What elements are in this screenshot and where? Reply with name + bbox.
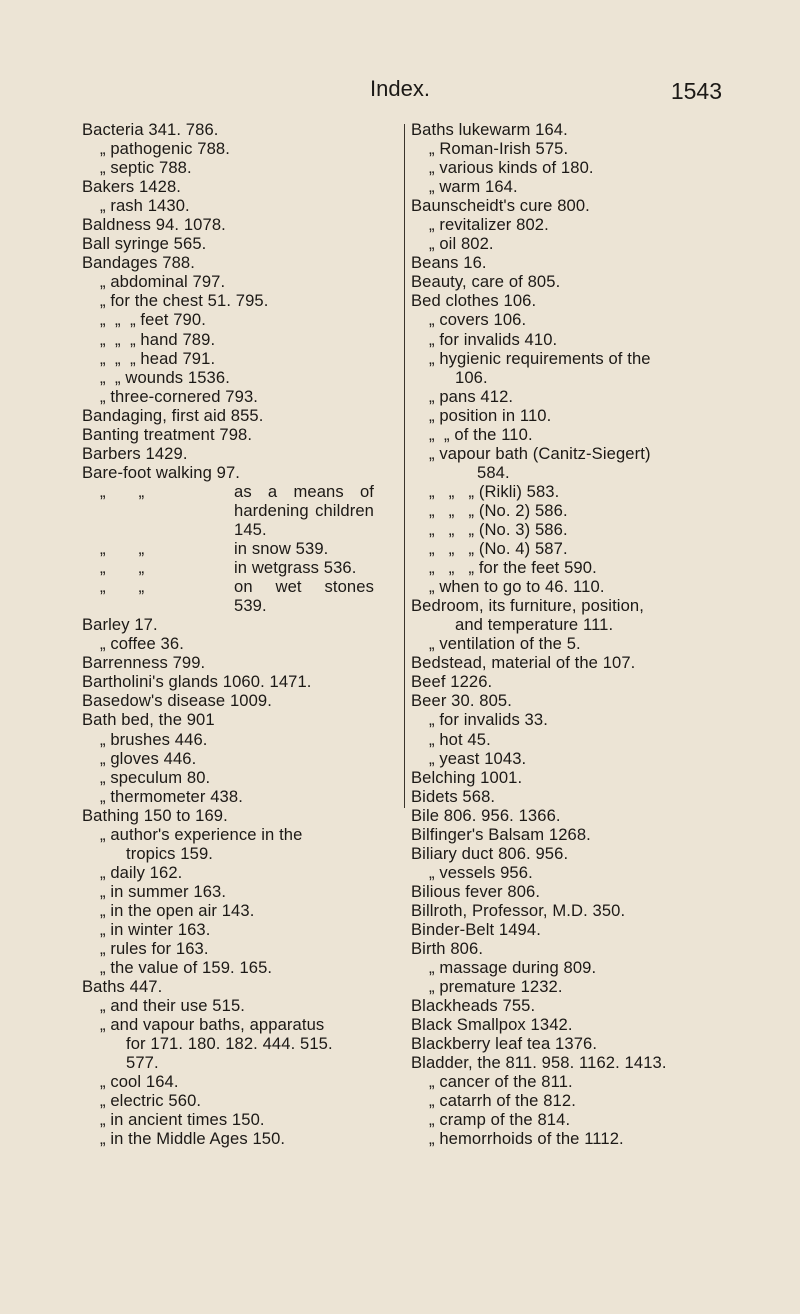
index-entry: „ „ „ (No. 2) 586. bbox=[429, 500, 568, 520]
index-entry: „ in ancient times 150. bbox=[100, 1110, 265, 1130]
index-subentry bbox=[82, 577, 402, 615]
index-entry: Bartholini's glands 1060. 1471. bbox=[82, 672, 312, 692]
index-entry: Banting treatment 798. bbox=[82, 424, 253, 444]
index-entry: „ cramp of the 814. bbox=[429, 1110, 571, 1130]
index-entry: „ in the open air 143. bbox=[100, 900, 255, 920]
index-entry: Bed clothes 106. bbox=[411, 291, 537, 311]
index-entry: „ „ wounds 1536. bbox=[100, 367, 230, 387]
ditto-marks: „ „ bbox=[100, 558, 145, 578]
index-entry: Beauty, care of 805. bbox=[411, 272, 561, 292]
index-entry: „ warm 164. bbox=[429, 177, 518, 197]
subentry-text: as a means of hardening children 145. bbox=[234, 481, 374, 539]
index-entry: „ when to go to 46. 110. bbox=[429, 577, 605, 597]
index-entry: „ cancer of the 811. bbox=[429, 1072, 573, 1092]
index-column-left bbox=[82, 120, 402, 1149]
subentry-text: in snow 539. bbox=[234, 539, 329, 559]
index-entry: „ „ „ hand 789. bbox=[100, 329, 216, 349]
index-entry: „ thermometer 438. bbox=[100, 786, 243, 806]
index-entry: „ premature 1232. bbox=[429, 977, 563, 997]
index-entry: „ Roman-Irish 575. bbox=[429, 139, 569, 159]
page-number: 1543 bbox=[670, 78, 722, 104]
index-entry: „ pathogenic 788. bbox=[100, 139, 230, 159]
index-entry: „ coffee 36. bbox=[100, 634, 184, 654]
page-header bbox=[0, 76, 800, 110]
index-entry: „ „ „ head 791. bbox=[100, 348, 216, 368]
index-entry: „ „ of the 110. bbox=[429, 424, 533, 444]
index-entry: Basedow's disease 1009. bbox=[82, 691, 272, 711]
index-entry: „ in summer 163. bbox=[100, 881, 227, 901]
index-entry: „ „ „ feet 790. bbox=[100, 310, 206, 330]
index-entry: „ „ „ for the feet 590. bbox=[429, 558, 597, 578]
index-entry: „ speculum 80. bbox=[100, 767, 211, 787]
index-column-right bbox=[411, 120, 731, 1149]
index-entry: „ catarrh of the 812. bbox=[429, 1091, 576, 1111]
index-entry: 577. bbox=[126, 1053, 159, 1073]
index-entry: „ abdominal 797. bbox=[100, 272, 226, 292]
index-entry: Bilfinger's Balsam 1268. bbox=[411, 824, 591, 844]
index-subentry bbox=[82, 539, 402, 558]
index-entry: „ three-cornered 793. bbox=[100, 386, 258, 406]
index-entry: Beef 1226. bbox=[411, 672, 493, 692]
index-entry: Belching 1001. bbox=[411, 767, 523, 787]
index-entry: Bedstead, material of the 107. bbox=[411, 653, 636, 673]
index-entry: Beans 16. bbox=[411, 253, 487, 273]
index-entry: „ in the Middle Ages 150. bbox=[100, 1129, 286, 1149]
index-entry: „ „ „ (No. 4) 587. bbox=[429, 539, 568, 559]
index-entry: „ „ „ (Rikli) 583. bbox=[429, 481, 560, 501]
index-entry: Bare-foot walking 97. bbox=[82, 462, 240, 482]
index-entry: Billroth, Professor, M.D. 350. bbox=[411, 900, 626, 920]
index-entry: Blackheads 755. bbox=[411, 996, 536, 1016]
index-entry: 106. bbox=[455, 367, 488, 387]
index-entry: „ author's experience in the bbox=[100, 824, 303, 844]
index-entry: and temperature 111. bbox=[455, 615, 614, 635]
index-entry: Black Smallpox 1342. bbox=[411, 1015, 573, 1035]
index-entry: „ for the chest 51. 795. bbox=[100, 291, 269, 311]
index-entry: „ vapour bath (Canitz-Siegert) bbox=[429, 443, 651, 463]
ditto-marks: „ „ bbox=[100, 481, 145, 501]
index-entry: „ and vapour baths, apparatus bbox=[100, 1015, 325, 1035]
index-entry: „ various kinds of 180. bbox=[429, 158, 594, 178]
index-entry: „ „ „ (No. 3) 586. bbox=[429, 519, 568, 539]
index-subentry bbox=[82, 558, 402, 577]
index-subentry bbox=[82, 482, 402, 539]
index-entry: „ revitalizer 802. bbox=[429, 215, 549, 235]
index-entry: Bakers 1428. bbox=[82, 177, 181, 197]
index-entry: „ gloves 446. bbox=[100, 748, 197, 768]
index-entry: tropics 159. bbox=[126, 843, 213, 863]
index-entry: Bandaging, first aid 855. bbox=[82, 405, 264, 425]
index-entry: Blackberry leaf tea 1376. bbox=[411, 1034, 598, 1054]
index-entry: Barbers 1429. bbox=[82, 443, 188, 463]
index-entry: „ brushes 446. bbox=[100, 729, 208, 749]
index-entry: „ for invalids 33. bbox=[429, 710, 548, 730]
index-entry: Bathing 150 to 169. bbox=[82, 805, 228, 825]
index-entry: Bedroom, its furniture, position, bbox=[411, 596, 644, 616]
index-entry: Bandages 788. bbox=[82, 253, 195, 273]
index-entry: „ oil 802. bbox=[429, 234, 494, 254]
index-entry: Bacteria 341. 786. bbox=[82, 120, 219, 139]
index-entry: „ cool 164. bbox=[100, 1072, 179, 1092]
page-title: Index. bbox=[370, 76, 430, 101]
index-entry: „ massage during 809. bbox=[429, 958, 597, 978]
index-entry: „ covers 106. bbox=[429, 310, 527, 330]
index-entry: „ hemorrhoids of the 1112. bbox=[429, 1129, 624, 1149]
index-entry: „ daily 162. bbox=[100, 862, 183, 882]
index-entry: „ rash 1430. bbox=[100, 196, 190, 216]
index-entry: for 171. 180. 182. 444. 515. bbox=[126, 1034, 333, 1054]
index-entry: „ vessels 956. bbox=[429, 862, 533, 882]
index-entry: Baths lukewarm 164. bbox=[411, 120, 568, 139]
index-entry: Baldness 94. 1078. bbox=[82, 215, 226, 235]
index-entry: Barrenness 799. bbox=[82, 653, 206, 673]
index-entry: Bath bed, the 901 bbox=[82, 710, 215, 730]
index-entry: Baunscheidt's cure 800. bbox=[411, 196, 590, 216]
index-entry: „ the value of 159. 165. bbox=[100, 958, 273, 978]
ditto-marks: „ „ bbox=[100, 577, 145, 597]
index-entry: Baths 447. bbox=[82, 977, 163, 997]
index-entry: Bidets 568. bbox=[411, 786, 496, 806]
column-divider bbox=[404, 124, 405, 808]
index-entry: Bladder, the 811. 958. 1162. 1413. bbox=[411, 1053, 667, 1073]
index-entry: Biliary duct 806. 956. bbox=[411, 843, 569, 863]
subentry-text: in wetgrass 536. bbox=[234, 558, 357, 578]
index-entry: Barley 17. bbox=[82, 615, 158, 635]
index-entry: „ yeast 1043. bbox=[429, 748, 527, 768]
index-entry: Beer 30. 805. bbox=[411, 691, 512, 711]
index-entry: „ hot 45. bbox=[429, 729, 491, 749]
index-entry: „ position in 110. bbox=[429, 405, 552, 425]
index-entry: „ for invalids 410. bbox=[429, 329, 558, 349]
index-entry: „ and their use 515. bbox=[100, 996, 245, 1016]
index-entry: Bilious fever 806. bbox=[411, 881, 541, 901]
index-entry: 584. bbox=[477, 462, 510, 482]
index-entry: Birth 806. bbox=[411, 939, 484, 959]
index-entry: „ pans 412. bbox=[429, 386, 514, 406]
index-entry: „ in winter 163. bbox=[100, 919, 211, 939]
index-entry: „ electric 560. bbox=[100, 1091, 202, 1111]
ditto-marks: „ „ bbox=[100, 539, 145, 559]
index-entry: „ ventilation of the 5. bbox=[429, 634, 581, 654]
index-entry: Ball syringe 565. bbox=[82, 234, 207, 254]
index-entry: „ hygienic requirements of the bbox=[429, 348, 651, 368]
index-entry: „ septic 788. bbox=[100, 158, 192, 178]
index-entry: Binder-Belt 1494. bbox=[411, 919, 541, 939]
index-entry: Bile 806. 956. 1366. bbox=[411, 805, 561, 825]
index-entry: „ rules for 163. bbox=[100, 939, 209, 959]
subentry-text: on wet stones 539. bbox=[234, 577, 374, 616]
